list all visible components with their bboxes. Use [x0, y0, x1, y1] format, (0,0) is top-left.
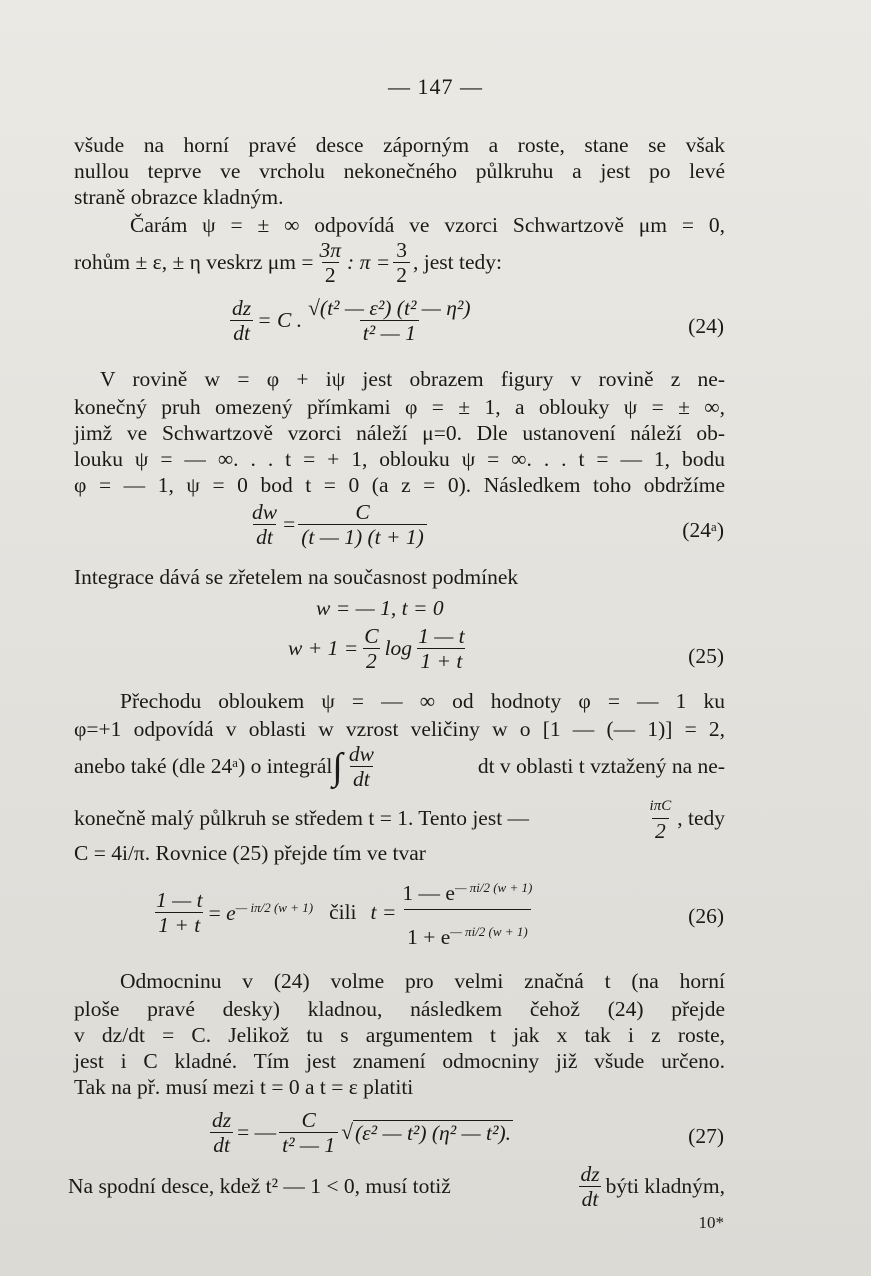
- equation-24: $\frac{dz}{dt}$ = C . $\frac{\text{√(t² — ε²) (t² — η²)}}{\text{t² — 1}}$: [232, 296, 471, 345]
- text-line: φ=+1 odpovídá v oblasti w vzrost veličiny w o [1 — (— 1)] = 2,: [74, 717, 725, 741]
- text-line: konečný pruh omezený přímkami φ = ± 1, a oblouky ψ = ± ∞,: [74, 395, 725, 419]
- signature-mark: 10*: [698, 1213, 724, 1232]
- text-line: louku ψ = — ∞. . . t = + 1, oblouku ψ = ∞. . . t = — 1, bodu: [74, 447, 725, 471]
- equation-25: w + 1 = $\frac{C}{2}$ log $\frac{1 — t}{1 + t}$: [288, 624, 465, 673]
- text-line: Odmocninu v (24) volme pro velmi značná t (na horní: [120, 969, 725, 993]
- equation-number: (26): [688, 904, 724, 928]
- equation-line-19: konečně malý půlkruh se středem t = 1. Tento jest — $\frac{\text{iπC}}{2}$ , tedy: [74, 798, 725, 843]
- text-line: φ = — 1, ψ = 0 bod t = 0 (a z = 0). Následkem toho obdržíme: [74, 473, 725, 497]
- equation-line-5: rohům ± ε, ± η veskrz μm = $\frac{3\pi}{2}$ : π = $\frac{3}{2}$ , jest tedy:: [74, 238, 502, 287]
- text-line: C = 4i/π. Rovnice (25) přejde tím ve tvar: [74, 841, 426, 865]
- page-number: — 147 —: [388, 74, 483, 99]
- equation-line-18: anebo také (dle 24ᵃ) o integrál ∫ $\frac{dw}{dt}$ dt v oblasti t vztažený na ne-: [74, 742, 725, 791]
- text-line: ploše pravé desky) kladnou, následkem čehož (24) přejde: [74, 997, 725, 1021]
- text-line: Přechodu obloukem ψ = — ∞ od hodnoty φ = — 1 ku: [120, 689, 725, 713]
- fraction: $\frac{3\pi}{2}$: [319, 238, 342, 287]
- text-line: straně obrazce kladným.: [74, 185, 284, 209]
- text-line: všude na horní pravé desce záporným a roste, stane se však: [74, 133, 725, 157]
- equation-number: (24ᵃ): [682, 518, 724, 542]
- text-fragment: rohům ± ε, ± η veskrz μm =: [74, 250, 314, 274]
- equation-line-28: Na spodní desce, kdež t² — 1 < 0, musí totiž $\frac{dz}{dt}$ býti kladným,: [68, 1162, 725, 1211]
- text-line: jimž ve Schwartzově vzorci náleží μ=0. Dle ustanovení náleží ob-: [74, 421, 725, 445]
- text-line: nullou teprve ve vrcholu nekonečného půlkruhu a jest po levé: [74, 159, 725, 183]
- text-line: jest i C kladné. Tím jest znamení odmocniny již všude určeno.: [74, 1049, 725, 1073]
- text-line: Tak na př. musí mezi t = 0 a t = ε platiti: [74, 1075, 414, 1099]
- equation-26: $\frac{1 — t}{1 + t}$ = $e^{— i\pi/2 (w + 1)}$ čili t = $\frac{1 — e^{— \pi i/2 (w + 1)}}{1 + e^{— \pi i/2 (w + 1)}}$: [156, 880, 533, 950]
- equation-24a: $\frac{dw}{dt}$ = $\frac{C}{(t — 1) (t + 1)}$: [246, 500, 430, 549]
- equation-25-conditions: w = — 1, t = 0: [316, 596, 444, 620]
- text-line: v dz/dt = C. Jelikož tu s argumentem t jak x tak i z roste,: [74, 1023, 725, 1047]
- equation-number: (25): [688, 644, 724, 668]
- equation-27: $\frac{dz}{dt}$ = — $\frac{C}{\text{t² — 1}}$ √ (ε² — t²) (η² — t²).: [212, 1108, 511, 1157]
- text-line: Integrace dává se zřetelem na současnost podmínek: [74, 565, 519, 589]
- text-line: V rovině w = φ + iψ jest obrazem figury v rovině z ne-: [100, 367, 725, 391]
- equation-number: (27): [688, 1124, 724, 1148]
- fraction: $\frac{3}{2}$: [393, 238, 410, 287]
- equation-number: (24): [688, 314, 724, 338]
- text-line: Čarám ψ = ± ∞ odpovídá ve vzorci Schwartzově μm = 0,: [130, 213, 725, 237]
